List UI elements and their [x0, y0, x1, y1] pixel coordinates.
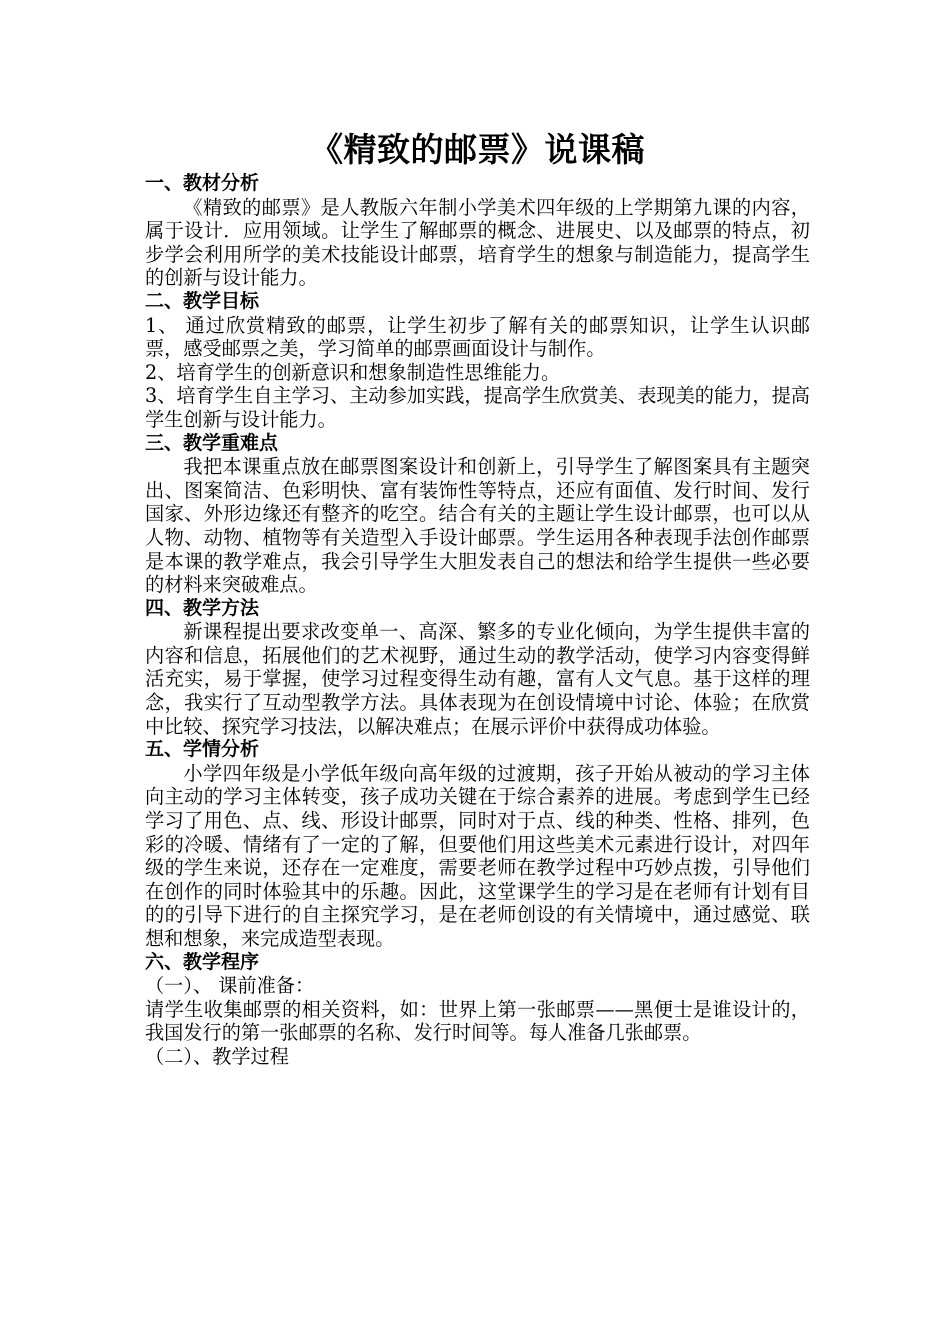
goal-item: 1、 通过欣赏精致的邮票，让学生初步了解有关的邮票知识，让学生认识邮票，感受邮票之美，学习简单的邮票画面设计与制作。 — [145, 313, 810, 361]
goal-item: 2、培育学生的创新意识和想象制造性思维能力。 — [145, 360, 561, 384]
section-teaching-goals — [145, 290, 810, 432]
section-teaching-methods — [145, 597, 810, 739]
section-student-analysis — [145, 738, 810, 950]
section-heading: 六、教学程序 — [145, 950, 260, 973]
goal-item: 3、培育学生自主学习、主动参加实践，提高学生欣赏美、表现美的能力，提高学生创新与设计能力。 — [145, 384, 810, 431]
section-teaching-procedure — [145, 951, 810, 1069]
section-textbook-analysis — [145, 172, 810, 290]
paragraph: 新课程提出要求改变单一、高深、繁多的专业化倾向，为学生提供丰富的内容和信息，拓展他们的艺术视野，通过生动的教学活动，使学习内容变得鲜活充实，易于掌握，使学习过程变得生动有趣，富有人文气息。基于这样的理念，我实行了互动型教学方法。具体表现为在创设情境中讨论、体验；在欣赏中比较、探究学习技法，以解决难点；在展示评价中获得成功体验。 — [145, 620, 810, 738]
paragraph: 《精致的邮票》是人教版六年制小学美术四年级的上学期第九课的内容，属于设计．应用领域。让学生了解邮票的概念、进展史、以及邮票的特点，初步学会利用所学的美术技能设计邮票，培育学生的想象与制造能力，提高学生的创新与设计能力。 — [145, 195, 810, 290]
page-title: 《精致的邮票》说课稿 — [310, 130, 645, 169]
section-heading: 四、教学方法 — [145, 596, 260, 619]
section-heading: 三、教学重难点 — [145, 431, 279, 454]
paragraph: 我把本课重点放在邮票图案设计和创新上，引导学生了解图案具有主题突出、图案简洁、色彩明快、富有装饰性等特点，还应有面值、发行时间、发行国家、外形边缘还有整齐的吃空。结合有关的主题让学生设计邮票，也可以从人物、动物、植物等有关造型入手设计邮票。学生运用各种表现手法创作邮票是本课的教学难点，我会引导学生大胆发表自己的想法和给学生提供一些必要的材料来突破难点。 — [145, 455, 810, 597]
section-heading: 一、教材分析 — [145, 172, 260, 194]
paragraph: 小学四年级是小学低年级向高年级的过渡期，孩子开始从被动的学习主体向主动的学习主体转变，孩子成功关键在于综合素养的进展。考虑到学生已经学习了用色、点、线、形设计邮票，同时对于点、线的种类、性格、排列，色彩的冷暖、情绪有了一定的了解，但要他们用这些美术元素进行设计，对四年级的学生来说，还存在一定难度，需要老师在教学过程中巧妙点拨，引导他们在创作的同时体验其中的乐趣。因此，这堂课学生的学习是在老师有计划有目的的引导下进行的自主探究学习，是在老师创设的有关情境中，通过感觉、联想和想象，来完成造型表现。 — [145, 761, 810, 950]
subheading-process: （二）、教学过程 — [145, 1044, 289, 1068]
section-heading: 二、教学目标 — [145, 289, 260, 312]
subheading-preparation: （一）、 课前准备： — [145, 974, 315, 998]
document-page — [145, 0, 810, 1069]
paragraph: 请学生收集邮票的相关资料，如：世界上第一张邮票——黑便士是谁设计的，我国发行的第一张邮票的名称、发行时间等。每人准备几张邮票。 — [145, 997, 810, 1045]
section-key-difficulties — [145, 432, 810, 597]
section-heading: 五、学情分析 — [145, 738, 260, 761]
